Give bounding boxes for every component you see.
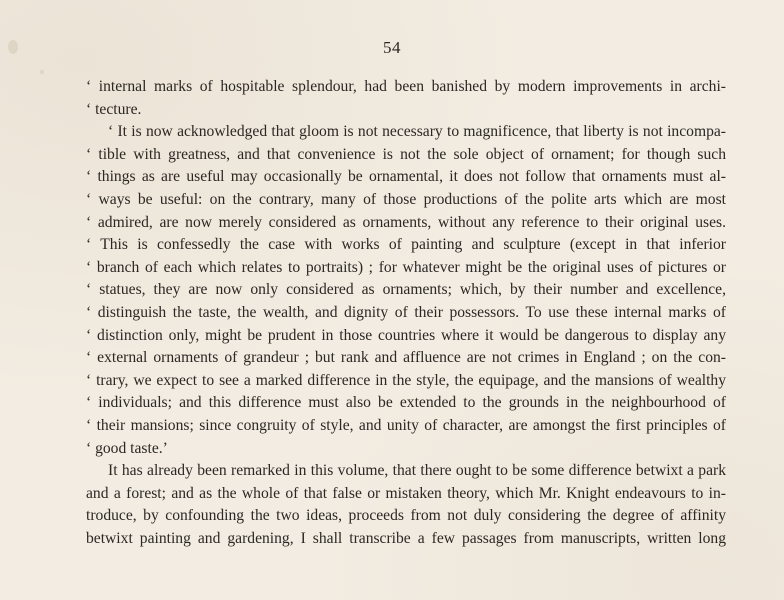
text-line: ‘ distinction only, might be prudent in those countries where it would be dangerous to display any	[86, 326, 726, 344]
text-line: ‘ branch of each which relates to portraits) ; for whatever might be the original uses of pictures or	[86, 258, 726, 276]
text-line: ‘ their mansions; since congruity of style, and unity of character, are amongst the first principles of	[86, 416, 726, 434]
text-line: ‘ admired, are now merely considered as ornaments, without any reference to their original uses.	[86, 213, 726, 231]
paper-stain	[40, 70, 44, 74]
text-line: ‘ external ornaments of grandeur ; but rank and affluence are not crimes in England ; on the con-	[86, 349, 726, 367]
text-line: and a forest; and as the whole of that false or mistaken theory, which Mr. Knight endeavours to in-	[86, 484, 726, 502]
text-line: ‘ ways be useful: on the contrary, many of those productions of the polite arts which are most	[86, 190, 726, 208]
text-line: ‘ individuals; and this difference must also be extended to the grounds in the neighbourhood of	[86, 394, 726, 412]
text-line: ‘ distinguish the taste, the wealth, and dignity of their possessors. To use these internal marks of	[86, 303, 726, 321]
text-line: betwixt painting and gardening, I shall transcribe a few passages from manuscripts, written long	[86, 529, 726, 547]
text-line: ‘ internal marks of hospitable splendour, had been banished by modern improvements in archi-	[86, 78, 726, 95]
body-text	[86, 76, 726, 550]
text-line: ‘ statues, they are now only considered as ornaments; which, by their number and excellence,	[86, 281, 726, 299]
text-line: ‘ This is confessedly the case with works of painting and sculpture (except in that inferior	[86, 236, 726, 254]
text-line: ‘ It is now acknowledged that gloom is not necessary to magnificence, that liberty is not incompa-	[108, 123, 726, 141]
page-number: 54	[383, 38, 401, 57]
text-line: ‘ things as are useful may occasionally be ornamental, it does not follow that ornaments must al-	[86, 168, 726, 186]
text-line: ‘ tecture.	[86, 100, 142, 118]
text-line: ‘ good taste.’	[86, 439, 168, 457]
text-line: ‘ trary, we expect to see a marked difference in the style, the equipage, and the mansions of wealthy	[86, 371, 726, 389]
text-line: It has already been remarked in this volume, that there ought to be some difference betwixt a park	[108, 462, 726, 480]
text-line: troduce, by confounding the two ideas, proceeds from not duly considering the degree of affinity	[86, 507, 726, 525]
text-line: ‘ tible with greatness, and that convenience is not the sole object of ornament; for though such	[86, 145, 726, 163]
